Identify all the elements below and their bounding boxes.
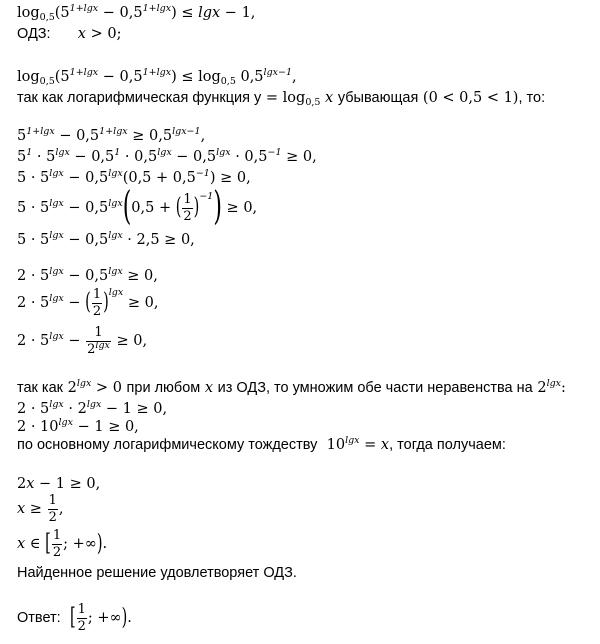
monotonic-note: так как логарифмическая функция $y = \log_{0,5} x$ убывающая (0 < 0,5 < 1), то: — [17, 90, 546, 109]
rewrite-line: $\log_{0,5}(5^{1+lgx} - 0,5^{1+lgx}) \le \log_{0,5} 0,5^{lgx-1}$, — [17, 67, 297, 88]
step-11: 2x − 1 ≥ 0, — [17, 476, 101, 492]
multiply-note: так как $2^{lgx} > 0$ при любом x из ОДЗ, то умножим обе части неравенства на $2^{lgx}$: — [17, 378, 566, 396]
problem-inequality: $\log_{0,5}(5^{1+lgx} - 0,5^{1+lgx}) \le \lg x - 1$, — [17, 3, 256, 24]
step-2: $5^1 \cdot 5^{lgx} - 0,5^1 \cdot 0,5^{lgx} - 0,5^{lgx} \cdot 0,5^{-1} \ge 0$, — [17, 147, 317, 165]
step-10: $2 \cdot 10^{lgx} - 1 \ge 0$, — [17, 417, 139, 435]
step-8: $2 \cdot 5^{lgx}$ − $\frac{1}{2^{lgx}}$ ≥ 0, — [17, 325, 148, 357]
answer-line: Ответ: [ $\frac{1}{2}$ ; +∞). — [17, 602, 132, 634]
step-12: x ≥ $\frac{1}{2}$ , — [17, 493, 64, 525]
check-note: Найденное решение удовлетворяет ОДЗ. — [17, 565, 297, 581]
step-6: $2 \cdot 5^{lgx} - 0,5^{lgx} \ge 0$, — [17, 266, 158, 284]
step-1: $5^{1+lgx} - 0,5^{1+lgx} \ge 0,5^{lgx-1}$, — [17, 126, 206, 144]
identity-note: по основному логарифмическому тождеству $10^{lgx} = x$, тогда получаем: — [17, 435, 506, 453]
odz-line: ОДЗ: x > 0; — [17, 26, 122, 42]
odz-label: ОДЗ: — [17, 26, 51, 42]
step-4: $5 \cdot 5^{lgx} - 0,5^{lgx}(0,5$ + ( $\frac{1}{2}$ )$^{-1}$) ≥ 0, — [17, 184, 258, 230]
answer-label: Ответ: — [17, 610, 61, 627]
step-7: $2 \cdot 5^{lgx}$ − ( $\frac{1}{2}$ )$^{lgx}$ ≥ 0, — [17, 286, 159, 319]
math-log-base: $\log_{0,5}$ — [17, 5, 55, 24]
step-5: $5 \cdot 5^{lgx} - 0,5^{lgx} \cdot 2,5 \ge 0$, — [17, 230, 195, 248]
step-13: x ∈ [ $\frac{1}{2}$ ; +∞). — [17, 528, 108, 560]
step-9: $2 \cdot 5^{lgx} \cdot 2^{lgx} - 1 \ge 0$, — [17, 399, 168, 417]
step-3: $5 \cdot 5^{lgx} - 0,5^{lgx}(0,5 + 0,5^{-1}) \ge 0$, — [17, 168, 251, 186]
